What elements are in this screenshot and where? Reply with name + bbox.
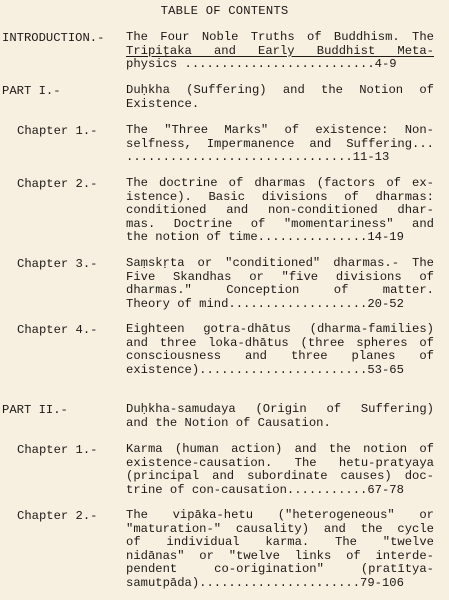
entry-line: (principal and subordinate causes) doc- (126, 469, 434, 484)
entry-line: The Four Noble Truths of Buddhism. The (126, 30, 434, 44)
part-2-chapter-2-entry (126, 509, 434, 591)
entry-line: samutpāda)......................79-106 (126, 575, 404, 590)
entry-line: Duḥkha-samudaya (Origin of Suffering) (126, 402, 434, 416)
part-1-entry (126, 84, 434, 111)
part-1-chapter-4-entry (126, 323, 434, 377)
part-1-label: PART I.- (2, 84, 61, 98)
entry-line: The doctrine of dharmas (factors of ex- (126, 176, 434, 190)
part-2-label: PART II.- (2, 403, 68, 417)
entry-line: istence). Basic divisions of dharmas: (126, 189, 434, 204)
entry-line: nidānas" or "twelve links of interde- (126, 548, 434, 563)
part-2-chapter-1-label: Chapter 1.- (17, 443, 98, 457)
part-1-chapter-2-label: Chapter 2.- (17, 177, 98, 191)
entry-line: physics ..........................4-9 (126, 57, 397, 72)
entry-line: Five Skandhas or "five divisions of (126, 269, 434, 284)
entry-line: Eighteen gotra-dhātus (dharma-families) (126, 322, 434, 336)
entry-line: conditioned and non-conditioned dhar- (126, 203, 434, 218)
entry-line: Tripiṭaka and Early Buddhist Meta- (126, 43, 434, 58)
part-1-chapter-4-label: Chapter 4.- (17, 323, 98, 337)
entry-line: Existence. (126, 96, 200, 111)
entry-line: the notion of time...............14-19 (126, 230, 404, 245)
part-1-chapter-3-entry (126, 257, 434, 311)
entry-line: consciousness and three planes of (126, 349, 434, 364)
part-1-chapter-1-entry (126, 124, 434, 165)
entry-line: The "Three Marks" of existence: Non- (126, 123, 434, 137)
entry-line: pendent co-origination" (pratītya- (126, 562, 434, 577)
part-2-chapter-2-label: Chapter 2.- (17, 509, 98, 523)
part-1-chapter-1-label: Chapter 1.- (17, 124, 98, 138)
entry-line: ...............................11-13 (126, 150, 390, 165)
entry-line: "maturation-" causality) and the cycle (126, 521, 434, 536)
entry-line: trine of con-causation...........67-78 (126, 482, 404, 497)
entry-line: Theory of mind...................20-52 (126, 296, 404, 311)
entry-line: existence-causation. The hetu-pratyaya (126, 455, 434, 470)
entry-line: selfness, Impermanence and Suffering... (126, 136, 434, 151)
entry-line: existence).......................53-65 (126, 362, 404, 377)
entry-line: and the Notion of Causation. (126, 415, 331, 430)
entry-line: dharmas." Conception of matter. (126, 283, 434, 298)
entry-line: of individual karma. The "twelve (126, 535, 434, 550)
entry-line: mas. Doctrine of "momentariness" and (126, 216, 434, 231)
part-1-chapter-2-entry (126, 177, 434, 245)
part-2-entry (126, 403, 434, 430)
entry-line: and three loka-dhātus (three spheres of (126, 335, 434, 350)
part-1-chapter-3-label: Chapter 3.- (17, 257, 98, 271)
entry-line: Saṃskṛta or "conditioned" dharmas.- The (126, 256, 434, 270)
entry-line: Karma (human action) and the notion of (126, 442, 434, 456)
entry-line: The vipāka-hetu ("heterogeneous" or (126, 508, 434, 522)
introduction-label: INTRODUCTION.- (2, 31, 105, 45)
part-2-chapter-1-entry (126, 443, 434, 497)
entry-line: Duḥkha (Suffering) and the Notion of (126, 83, 434, 97)
page-title: TABLE OF CONTENTS (160, 4, 289, 18)
introduction-entry (126, 31, 434, 72)
